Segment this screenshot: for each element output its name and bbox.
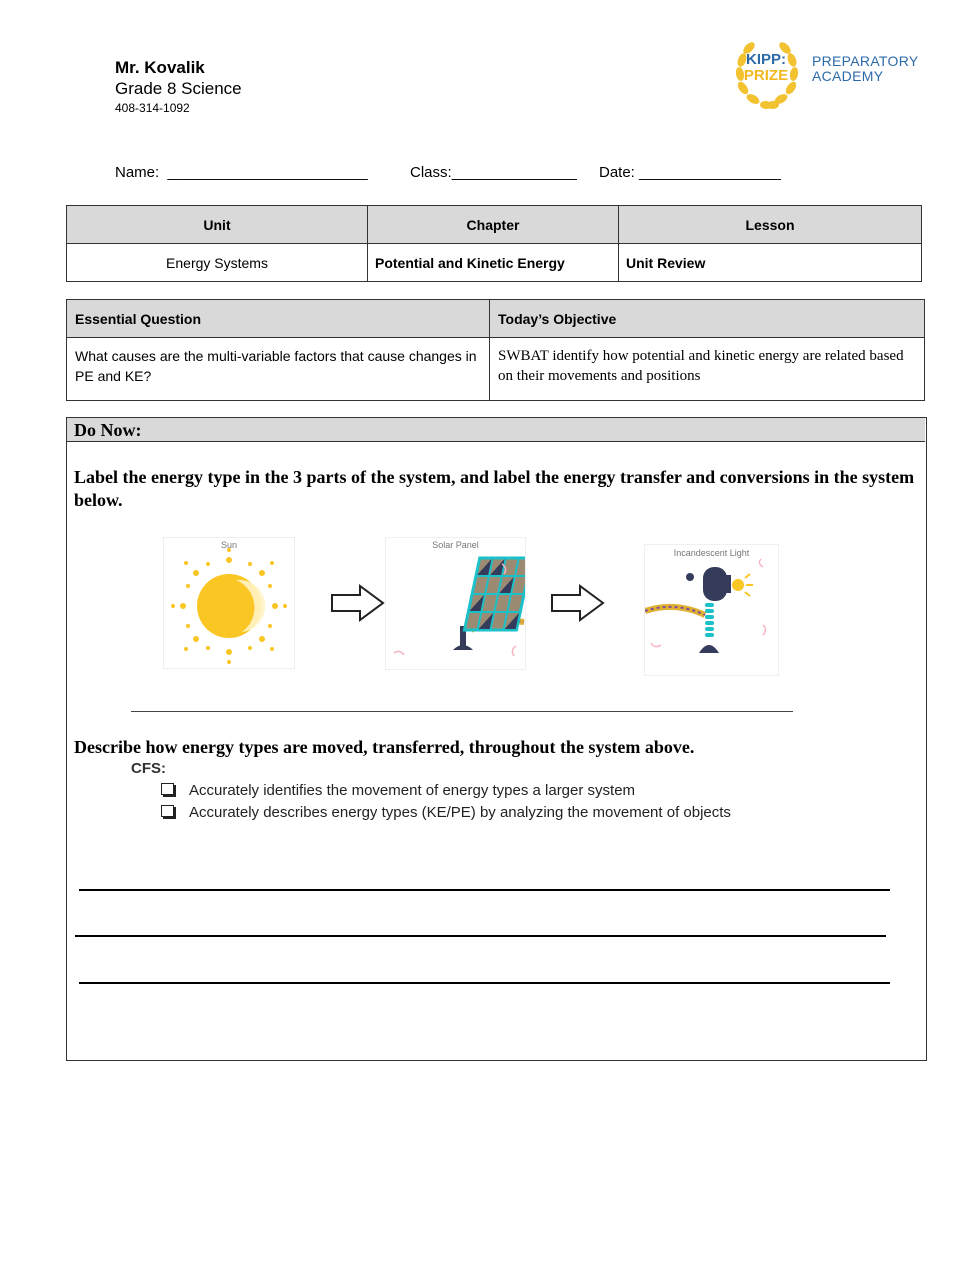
incandescent-light-label: Incandescent Light [673, 548, 750, 558]
criteria-item: Accurately identifies the movement of energy types a larger system [161, 782, 635, 799]
essential-question-header: Essential Question [67, 300, 490, 338]
objective-header: Today’s Objective [490, 300, 925, 338]
describe-prompt: Describe how energy types are moved, transferred, throughout the system above. [74, 737, 695, 757]
checkbox-icon[interactable] [161, 783, 174, 795]
unit-header: Unit [67, 206, 368, 244]
solar-panel-icon [386, 538, 525, 669]
date-field[interactable]: Date: _________________ [599, 164, 781, 181]
lesson-table [66, 205, 922, 282]
answer-line[interactable] [79, 982, 890, 984]
essential-question-text: What causes are the multi-variable factors that cause changes in PE and KE? [67, 338, 490, 401]
arrow-right-icon [330, 583, 386, 623]
criteria-item: Accurately describes energy types (KE/PE) by analyzing the movement of objects [161, 804, 731, 821]
solar-panel-image [385, 537, 526, 670]
logo-kipp-text: KIPP: PRIZE [743, 51, 789, 84]
objective-text: SWBAT identify how potential and kinetic energy are related based on their movements and positions [490, 338, 925, 401]
checkbox-icon[interactable] [161, 805, 174, 817]
answer-line[interactable] [79, 889, 890, 891]
incandescent-light-image [644, 544, 779, 676]
sun-image [163, 537, 295, 669]
unit-value: Energy Systems [67, 244, 368, 282]
do-now-header-bar [67, 418, 925, 442]
lamp-icon [645, 545, 778, 675]
phone-number: 408-314-1092 [115, 101, 190, 115]
class-field[interactable]: Class:_______________ [410, 164, 577, 181]
sun-label: Sun [220, 540, 237, 550]
chapter-value: Potential and Kinetic Energy [368, 244, 619, 282]
answer-line[interactable] [75, 935, 886, 937]
lesson-value: Unit Review [619, 244, 922, 282]
objective-table [66, 299, 925, 401]
sun-icon [164, 538, 294, 668]
solar-panel-label: Solar Panel [432, 540, 479, 550]
cfs-label: CFS: [131, 760, 166, 777]
name-field[interactable]: Name: ________________________ [115, 164, 368, 181]
chapter-header: Chapter [368, 206, 619, 244]
course-name: Grade 8 Science [115, 79, 242, 98]
lesson-header: Lesson [619, 206, 922, 244]
school-logo [728, 34, 918, 112]
logo-school-text: PREPARATORY ACADEMY [812, 53, 919, 84]
arrow-right-icon [550, 583, 606, 623]
label-prompt: Label the energy type in the 3 parts of the system, and label the energy transfer and conversions in the system below. [74, 467, 915, 510]
label-answer-line[interactable] [131, 711, 793, 712]
do-now-title: Do Now: [74, 420, 142, 440]
teacher-name: Mr. Kovalik [115, 58, 205, 77]
